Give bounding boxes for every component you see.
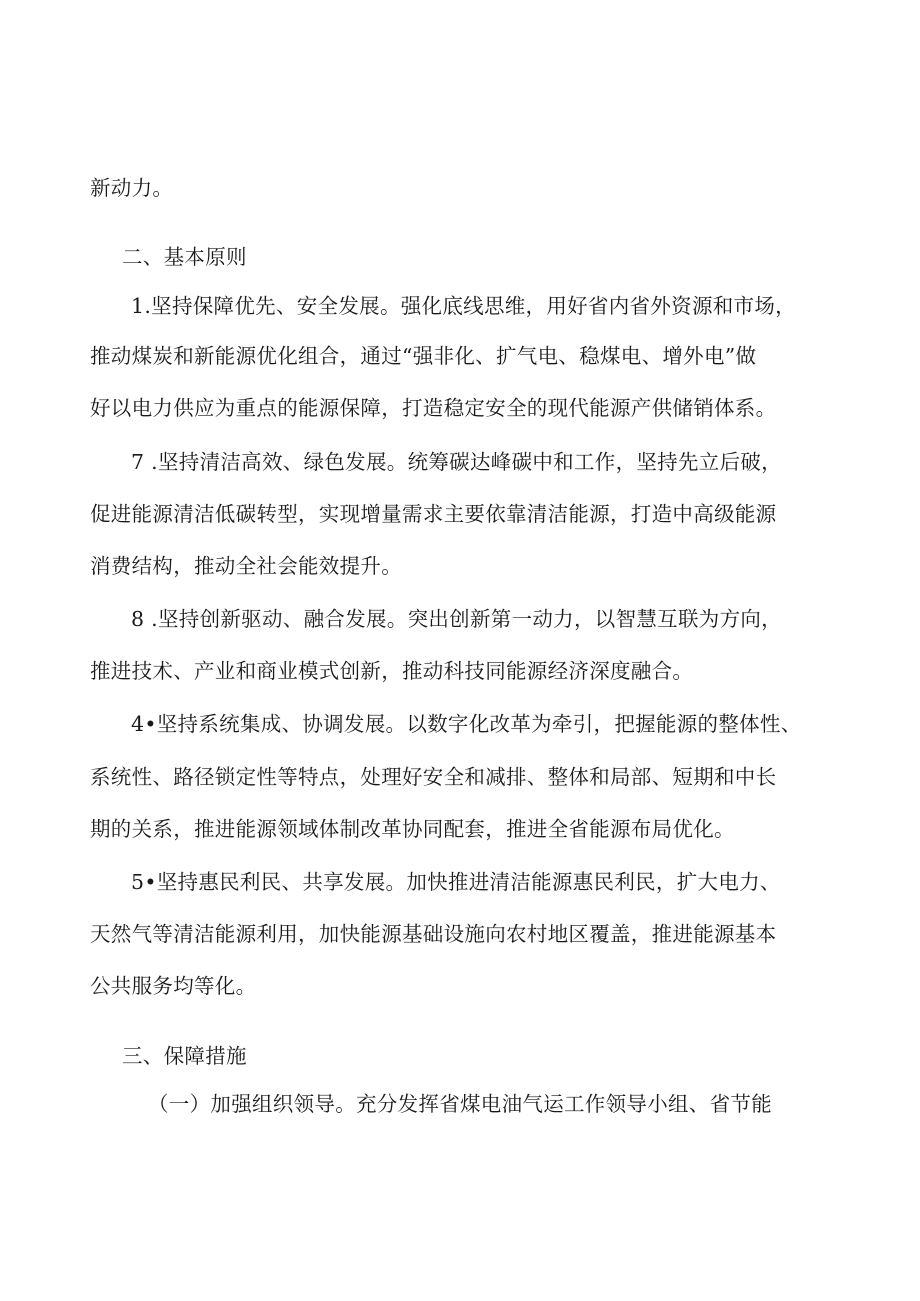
text-line: 期的关系，推进能源领域体制改革协同配套，推进全省能源布局优化。 (90, 817, 735, 841)
text-line: 4•坚持系统集成、协调发展。以数字化改革为牵引，把握能源的整体性、 (131, 712, 802, 736)
section-heading: 三、保障措施 (122, 1044, 247, 1068)
text-line: 消费结构，推动全社会能效提升。 (90, 554, 402, 578)
text-line: 新动力。 (90, 176, 174, 200)
text-line: 公共服务均等化。 (90, 974, 257, 998)
text-line: （一）加强组织领导。充分发挥省煤电油气运工作领导小组、省节能 (148, 1092, 772, 1116)
section-heading: 二、基本原则 (122, 245, 247, 269)
text-line: 7 .坚持清洁高效、绿色发展。统筹碳达峰碳中和工作，坚持先立后破， (131, 450, 782, 474)
text-line: 天然气等清洁能源利用，加快能源基础设施向农村地区覆盖，推进能源基本 (90, 922, 777, 946)
text-line: 5•坚持惠民利民、共享发展。加快推进清洁能源惠民利民，扩大电力、 (131, 870, 781, 894)
text-line: 推动煤炭和新能源优化组合，通过“强非化、扩气电、稳煤电、增外电”做 (90, 344, 757, 368)
text-line: 促进能源清洁低碳转型，实现增量需求主要依靠清洁能源，打造中高级能源 (90, 502, 777, 526)
text-line: 8 .坚持创新驱动、融合发展。突出创新第一动力，以智慧互联为方向， (131, 607, 782, 631)
text-line: 1.坚持保障优先、安全发展。强化底线思维，用好省内省外资源和市场， (131, 294, 796, 318)
text-line: 好以电力供应为重点的能源保障，打造稳定安全的现代能源产供储销体系。 (90, 396, 777, 420)
text-line: 推进技术、产业和商业模式创新，推动科技同能源经济深度融合。 (90, 659, 694, 683)
text-line: 系统性、路径锁定性等特点，处理好安全和减排、整体和局部、短期和中长 (90, 765, 777, 789)
